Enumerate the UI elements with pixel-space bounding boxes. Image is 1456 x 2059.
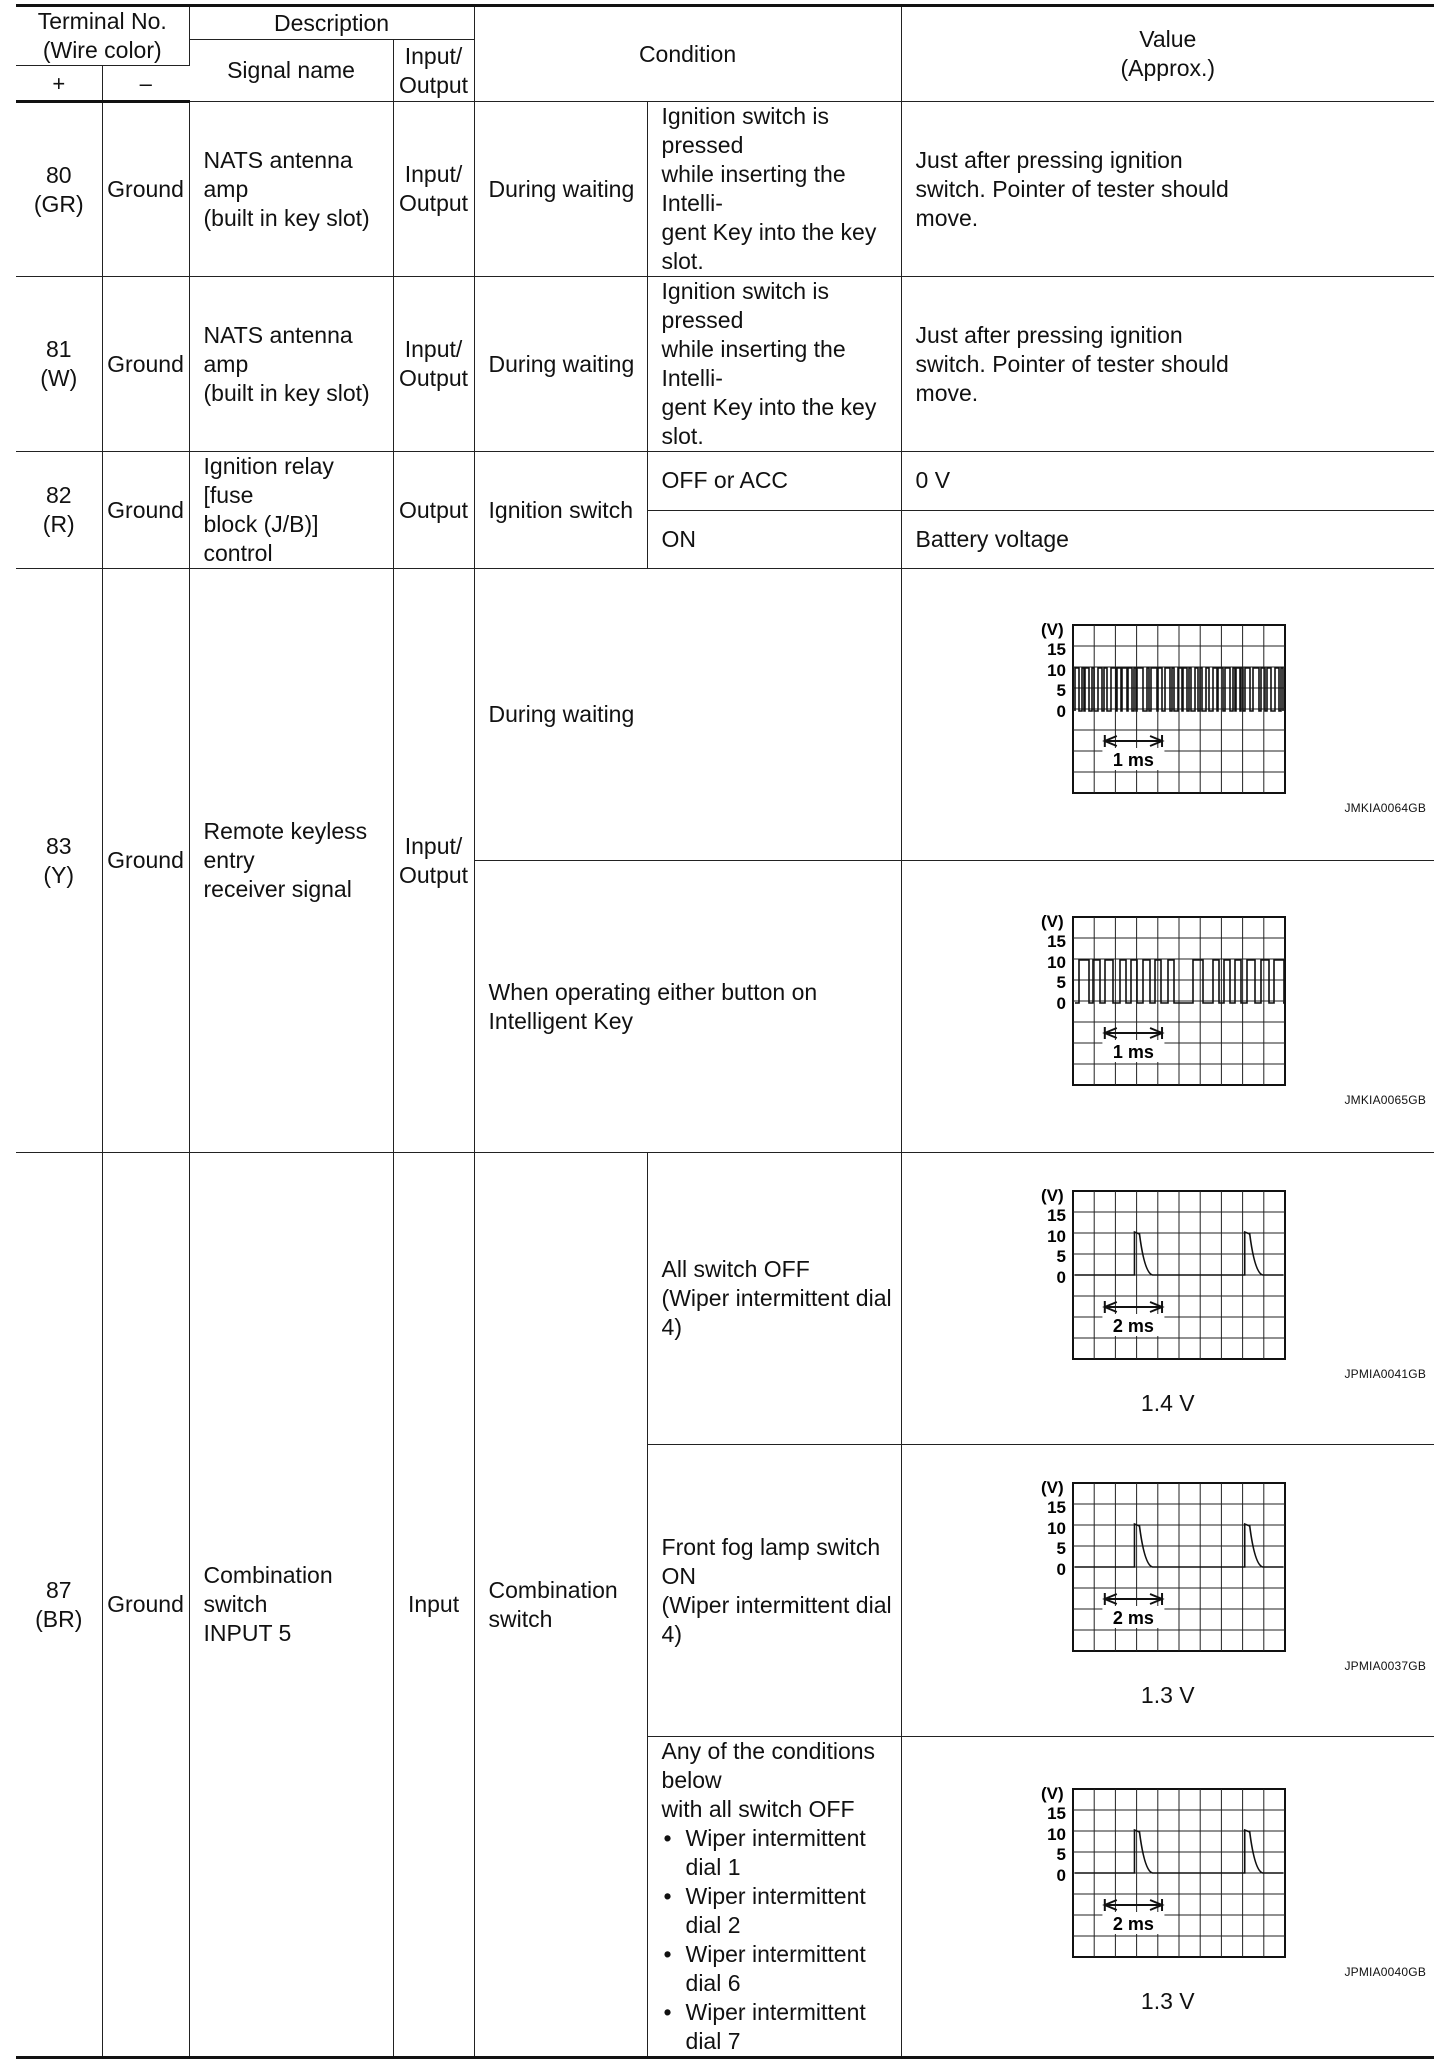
io-87: Input xyxy=(393,1153,474,2058)
time-scale-label: 1 ms xyxy=(1112,1041,1154,1062)
approx-value: 1.3 V xyxy=(1140,1987,1195,2014)
io-line: Input/ xyxy=(404,161,463,187)
y-tick-label: 15 xyxy=(1046,931,1066,951)
header-plus: + xyxy=(16,66,102,102)
condition-80: During waiting xyxy=(474,102,647,277)
value-87-b xyxy=(901,1445,1434,1737)
waveform-svg xyxy=(1013,1473,1323,1655)
signal-line: Combination switch xyxy=(203,1562,333,1617)
waveform-svg xyxy=(1013,1181,1323,1363)
terminal-80 xyxy=(16,102,102,277)
value-83-a xyxy=(901,569,1434,861)
value-80 xyxy=(901,102,1434,277)
list-item: • Wiper intermittent dial 1 xyxy=(662,1824,895,1882)
list-item: • Wiper intermittent dial 2 xyxy=(662,1882,895,1940)
table-row-87 xyxy=(16,1153,1434,1445)
wire-color: (GR) xyxy=(33,190,84,217)
header-io-label-2: Output xyxy=(399,71,469,98)
terminal-87 xyxy=(16,1153,102,2058)
approx-value: 1.4 V xyxy=(1140,1389,1195,1416)
y-tick-label: 0 xyxy=(1056,701,1066,721)
y-tick-label: 15 xyxy=(1046,1205,1066,1225)
subcondition-line: All switch OFF xyxy=(661,1256,810,1282)
io-line: Output xyxy=(399,365,469,391)
y-unit-label: (V) xyxy=(1040,619,1064,639)
header-minus: – xyxy=(102,66,189,102)
wire-color: (R) xyxy=(42,511,75,537)
signal-name-81 xyxy=(189,277,393,452)
waveform-svg xyxy=(1013,907,1323,1089)
subcondition-87-a xyxy=(647,1153,901,1445)
value-line: move. xyxy=(915,379,979,406)
subcondition-line: gent Key into the key slot. xyxy=(661,394,877,449)
y-tick-label: 5 xyxy=(1056,1246,1066,1266)
figure-id: JPMIA0037GB xyxy=(1344,1658,1427,1673)
terminal-table xyxy=(16,4,1434,2059)
io-83 xyxy=(393,569,474,1153)
waveform-87-b xyxy=(902,1473,1435,1709)
wire-color: (BR) xyxy=(35,1605,83,1632)
condition-83-b: When operating either button on Intelligent Key xyxy=(474,861,901,1153)
terminal-82 xyxy=(16,452,102,569)
signal-line: block (J/B)] control xyxy=(203,511,319,566)
ground-82: Ground xyxy=(102,452,189,569)
io-line: Input/ xyxy=(404,336,463,362)
signal-line: NATS antenna amp xyxy=(203,146,353,202)
condition-line: switch xyxy=(488,1605,553,1632)
condition-81: During waiting xyxy=(474,277,647,452)
condition-83-a: During waiting xyxy=(474,569,901,861)
table-row-81 xyxy=(16,277,1434,452)
ground-81: Ground xyxy=(102,277,189,452)
io-81 xyxy=(393,277,474,452)
approx-value: 1.3 V xyxy=(1140,1681,1195,1708)
signal-line: receiver signal xyxy=(203,876,352,902)
ground-80: Ground xyxy=(102,102,189,277)
signal-name-80 xyxy=(189,102,393,277)
y-unit-label: (V) xyxy=(1040,911,1064,931)
value-87-a xyxy=(901,1153,1434,1445)
subcondition-line: while inserting the Intelli- xyxy=(661,336,846,391)
value-line: Just after pressing ignition xyxy=(915,321,1183,348)
condition-82: Ignition switch xyxy=(474,452,647,569)
signal-line: INPUT 5 xyxy=(203,1620,292,1646)
signal-name-87 xyxy=(189,1153,393,2058)
signal-line: (built in key slot) xyxy=(203,379,370,406)
subcondition-line: with all switch OFF xyxy=(661,1796,855,1822)
time-scale-label: 2 ms xyxy=(1112,1315,1154,1336)
value-line: switch. Pointer of tester should xyxy=(915,350,1229,377)
terminal-number: 82 xyxy=(45,482,72,508)
waveform-87-c xyxy=(902,1779,1435,2015)
dial-list xyxy=(662,1824,895,2056)
waveform-svg xyxy=(1013,1779,1323,1961)
io-80 xyxy=(393,102,474,277)
terminal-number: 80 xyxy=(45,161,72,188)
io-line: Output xyxy=(399,190,469,216)
y-tick-label: 15 xyxy=(1046,1497,1066,1517)
signal-name-83 xyxy=(189,569,393,1153)
y-tick-label: 10 xyxy=(1046,952,1066,972)
value-line: switch. Pointer of tester should xyxy=(915,175,1229,202)
waveform-83-a xyxy=(902,615,1435,815)
signal-line: (built in key slot) xyxy=(203,204,370,231)
y-tick-label: 5 xyxy=(1056,680,1066,700)
header-terminal xyxy=(16,6,189,66)
subcondition-line: (Wiper intermittent dial 4) xyxy=(661,1285,892,1340)
y-unit-label: (V) xyxy=(1040,1783,1064,1803)
subcondition-line: while inserting the Intelli- xyxy=(661,161,846,216)
y-tick-label: 15 xyxy=(1046,1803,1066,1823)
header-value xyxy=(901,6,1434,102)
subcondition-80 xyxy=(647,102,901,277)
table-row-83 xyxy=(16,569,1434,861)
terminal-number: 87 xyxy=(45,1576,72,1603)
subcondition-line: Front fog lamp switch ON xyxy=(661,1533,881,1589)
subcondition-87-c xyxy=(647,1737,901,2058)
value-line: Just after pressing ignition xyxy=(915,146,1183,173)
value-87-c xyxy=(901,1737,1434,2058)
subcondition-line: Ignition switch is pressed xyxy=(661,103,829,158)
y-tick-label: 10 xyxy=(1046,1226,1066,1246)
subcondition-82-a: OFF or ACC xyxy=(647,452,901,511)
header-terminal-label: Terminal No. xyxy=(37,8,167,34)
waveform-87-a xyxy=(902,1181,1435,1417)
value-81 xyxy=(901,277,1434,452)
time-scale-label: 2 ms xyxy=(1112,1607,1154,1628)
y-unit-label: (V) xyxy=(1040,1477,1064,1497)
terminal-81 xyxy=(16,277,102,452)
condition-line: Combination xyxy=(488,1576,618,1603)
condition-87 xyxy=(474,1153,647,2058)
subcondition-82-b: ON xyxy=(647,510,901,569)
y-tick-label: 5 xyxy=(1056,1844,1066,1864)
header-condition: Condition xyxy=(474,6,901,102)
table-row-82 xyxy=(16,452,1434,511)
table-row-80 xyxy=(16,102,1434,277)
subcondition-line: gent Key into the key slot. xyxy=(661,219,877,274)
y-tick-label: 0 xyxy=(1056,1559,1066,1579)
header-wire-color-label: (Wire color) xyxy=(42,37,162,63)
y-tick-label: 0 xyxy=(1056,1865,1066,1885)
ground-83: Ground xyxy=(102,569,189,1153)
header-signal-name: Signal name xyxy=(189,40,393,102)
signal-name-82 xyxy=(189,452,393,569)
y-unit-label: (V) xyxy=(1040,1185,1064,1205)
header-io-label-1: Input/ xyxy=(404,42,463,69)
wire-color: (Y) xyxy=(43,861,75,888)
subcondition-81 xyxy=(647,277,901,452)
y-tick-label: 0 xyxy=(1056,1267,1066,1287)
io-line: Input/ xyxy=(404,832,463,859)
waveform-83-b xyxy=(902,907,1435,1107)
terminal-83 xyxy=(16,569,102,1153)
y-tick-label: 0 xyxy=(1056,993,1066,1013)
signal-line: NATS antenna amp xyxy=(203,321,353,377)
io-line: Output xyxy=(399,861,469,888)
subcondition-line: (Wiper intermittent dial 4) xyxy=(661,1591,892,1647)
value-83-b xyxy=(901,861,1434,1153)
y-tick-label: 5 xyxy=(1056,1538,1066,1558)
figure-id: JMKIA0065GB xyxy=(1344,1092,1427,1107)
signal-line: Remote keyless entry xyxy=(203,818,368,873)
figure-id: JPMIA0040GB xyxy=(1344,1964,1427,1979)
header-description: Description xyxy=(189,6,474,40)
y-tick-label: 15 xyxy=(1046,639,1066,659)
list-item: • Wiper intermittent dial 6 xyxy=(662,1940,895,1998)
figure-id: JMKIA0064GB xyxy=(1344,800,1427,815)
signal-line: Ignition relay [fuse xyxy=(203,453,334,508)
subcondition-line: Any of the conditions below xyxy=(661,1738,876,1793)
value-82-a: 0 V xyxy=(901,452,1434,511)
io-82: Output xyxy=(393,452,474,569)
terminal-number: 83 xyxy=(45,832,72,859)
header-value-approx-label: (Approx.) xyxy=(1120,55,1216,81)
terminal-number: 81 xyxy=(45,336,72,362)
header-value-label: Value xyxy=(1139,26,1197,52)
subcondition-line: Ignition switch is pressed xyxy=(661,278,829,333)
time-scale-label: 1 ms xyxy=(1112,749,1154,770)
waveform-svg xyxy=(1013,615,1323,797)
wire-color: (W) xyxy=(40,365,78,391)
time-scale-label: 2 ms xyxy=(1112,1913,1154,1934)
figure-id: JPMIA0041GB xyxy=(1344,1366,1427,1381)
y-tick-label: 10 xyxy=(1046,660,1066,680)
list-item: • Wiper intermittent dial 7 xyxy=(662,1998,895,2056)
y-tick-label: 10 xyxy=(1046,1824,1066,1844)
subcondition-87-b xyxy=(647,1445,901,1737)
value-82-b: Battery voltage xyxy=(901,510,1434,569)
header-input-output xyxy=(393,40,474,102)
y-tick-label: 5 xyxy=(1056,972,1066,992)
value-line: move. xyxy=(915,204,979,231)
ground-87: Ground xyxy=(102,1153,189,2058)
y-tick-label: 10 xyxy=(1046,1518,1066,1538)
